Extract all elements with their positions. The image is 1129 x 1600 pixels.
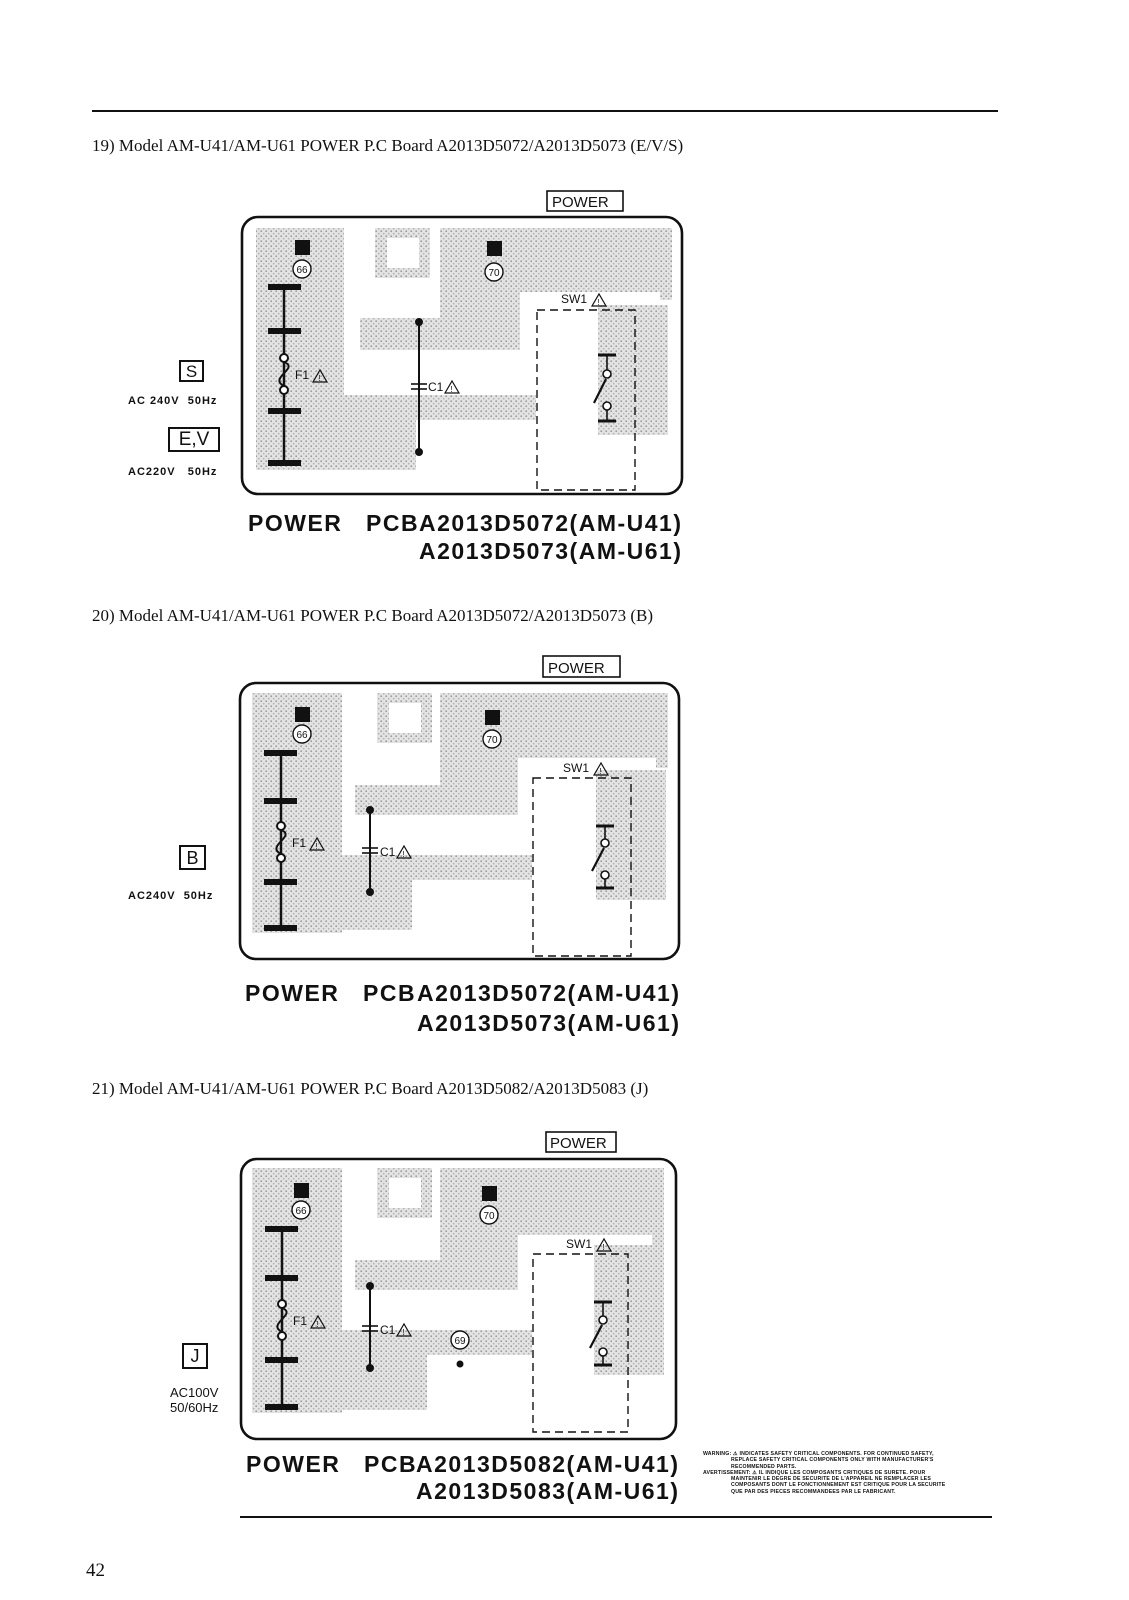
safety-warning-icon: ! (597, 298, 600, 307)
copper-gap (387, 238, 419, 268)
bottom-rule (240, 1516, 992, 1518)
pcb-part-21a: A2013D5082(AM-U41) (416, 1451, 680, 1477)
section-caption-21: 21) Model AM-U41/AM-U61 POWER P.C Board A2013D5082/A2013D5083 (J) (92, 1079, 649, 1098)
copper-gap (389, 703, 421, 733)
fuse-label: F1 (295, 368, 310, 382)
connector-66-pad (294, 1183, 309, 1198)
safety-warning-icon: ! (450, 385, 453, 394)
switch-label: SW1 (563, 761, 590, 775)
pcb-part-20b: A2013D5073(AM-U61) (417, 1010, 681, 1036)
region-badge-j-label: J (190, 1346, 200, 1366)
power-pcb-diagram-20 (0, 650, 1129, 980)
region-badge-b (179, 845, 206, 870)
power-pcb-diagram-19 (0, 180, 1129, 510)
pcb-label-21: POWER PCB (246, 1451, 418, 1477)
switch-label: SW1 (566, 1237, 593, 1251)
pcb-part-19b: A2013D5073(AM-U61) (419, 538, 683, 564)
connector-70-label: 70 (486, 735, 498, 746)
pcb-part-19a: A2013D5072(AM-U41) (419, 510, 683, 536)
region-badge-ev-label: E,V (178, 429, 210, 450)
safety-warning-icon: ! (402, 1328, 405, 1337)
safety-warning-icon: ! (318, 374, 321, 383)
safety-warning-notice (703, 1451, 1003, 1495)
connector-70-pad (487, 241, 502, 256)
section-caption-19: 19) Model AM-U41/AM-U61 POWER P.C Board A2013D5072/A2013D5073 (E/V/S) (92, 136, 684, 155)
connector-66-pad (295, 240, 310, 255)
fuse-label: F1 (293, 1314, 308, 1328)
switch-label: SW1 (561, 292, 588, 306)
voltage-label-ev: AC220V 50Hz (128, 466, 218, 478)
warning-line: REPLACE SAFETY CRITICAL COMPONENTS ONLY WITH MANUFACTURER'S (731, 1457, 934, 1464)
copper-gap (389, 1178, 421, 1208)
fuse-label: F1 (292, 836, 307, 850)
warning-line: MAINTENIR LE DEGRE DE SECURITE DE L'APPAREIL NE REMPLACER LES (731, 1476, 932, 1483)
connector-66-pad (295, 707, 310, 722)
warning-line: COMPOSANTS DONT LE FONCTIONNEMENT EST CRITIQUE POUR LA SECURITE (731, 1482, 946, 1489)
page-number: 42 (86, 1560, 105, 1581)
safety-warning-icon: ! (402, 850, 405, 859)
connector-70-pad (485, 710, 500, 725)
region-badge-ev (168, 427, 220, 452)
connector-70-label: 70 (488, 268, 500, 279)
pcb-part-21b: A2013D5083(AM-U61) (416, 1478, 680, 1504)
warning-line: WARNING: ⚠ INDICATES SAFETY CRITICAL COMPONENTS. FOR CONTINUED SAFETY, (703, 1451, 934, 1457)
region-badge-b-label: B (186, 848, 199, 868)
voltage-label-j: AC100V 50/60Hz (170, 1385, 219, 1415)
region-badge-j (182, 1343, 208, 1369)
voltage-label-b: AC240V 50Hz (128, 890, 214, 902)
pcb-label-20: POWER PCB (245, 980, 417, 1006)
voltage-label-s: AC 240V 50Hz (128, 395, 218, 407)
safety-warning-icon: ! (599, 767, 602, 776)
capacitor-label: C1 (380, 1323, 396, 1337)
top-rule (92, 110, 998, 112)
connector-70-pad (482, 1186, 497, 1201)
safety-warning-icon: ! (602, 1243, 605, 1252)
region-badge-s-label: S (185, 362, 198, 381)
safety-warning-icon: ! (315, 842, 318, 851)
region-badge-s (179, 360, 204, 382)
pcb-part-20a: A2013D5072(AM-U41) (417, 980, 681, 1006)
power-label: POWER (552, 194, 609, 211)
warning-line: QUE PAR DES PIECES RECOMMANDEES PAR LE FABRICANT. (731, 1488, 896, 1495)
connector-66-label: 66 (295, 1206, 307, 1217)
connector-69-label: 69 (454, 1336, 466, 1347)
capacitor-label: C1 (428, 380, 444, 394)
power-label: POWER (550, 1135, 607, 1152)
connector-69-pad (457, 1361, 464, 1368)
capacitor-label: C1 (380, 845, 396, 859)
power-label: POWER (548, 660, 605, 677)
safety-warning-icon: ! (316, 1320, 319, 1329)
connector-66-label: 66 (296, 730, 308, 741)
pcb-label-19: POWER PCB (248, 510, 420, 536)
warning-line: AVERTISSEMENT: ⚠ IL INDIQUE LES COMPOSANTS CRITIQUES DE SURETE. POUR (703, 1469, 926, 1476)
connector-70-label: 70 (483, 1211, 495, 1222)
section-caption-20: 20) Model AM-U41/AM-U61 POWER P.C Board A2013D5072/A2013D5073 (B) (92, 606, 653, 625)
connector-66-label: 66 (296, 265, 308, 276)
warning-line: RECOMMENDED PARTS. (731, 1463, 797, 1470)
